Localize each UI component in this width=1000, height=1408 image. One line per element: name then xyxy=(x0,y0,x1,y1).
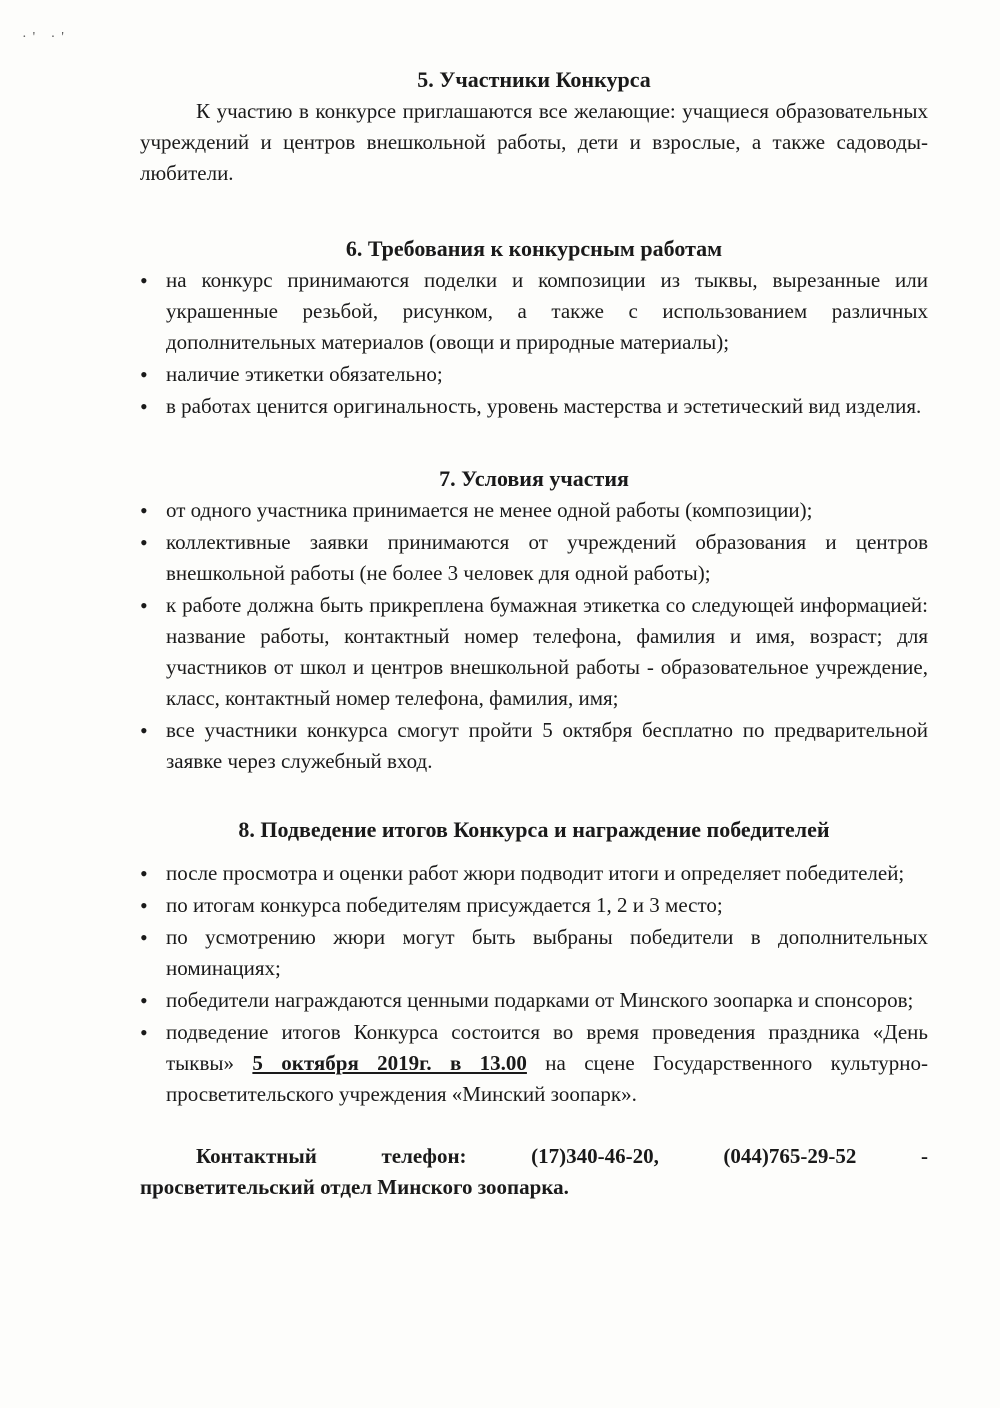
list-item: • коллективные заявки принимаются от учреждений образования и центров внешкольной работы (не более 3 человек для одной работы); xyxy=(140,527,928,589)
list-item: • к работе должна быть прикреплена бумажная этикетка со следующей информацией: название работы, контактный номер телефона, фамилия и имя, возраст; для участников от школ и центров внешкольной работы - образовательное учреждение, класс, контактный номер телефона, фамилия, имя; xyxy=(140,590,928,714)
contact-phone-1: (17)340-46-20, xyxy=(531,1144,659,1168)
contact-label-2: телефон: xyxy=(381,1144,467,1168)
list-item: • победители награждаются ценными подарками от Минского зоопарка и спонсоров; xyxy=(140,985,928,1016)
list-item: • в работах ценится оригинальность, уровень мастерства и эстетический вид изделия. xyxy=(140,391,928,422)
section-7-title: 7. Условия участия xyxy=(439,466,629,491)
final-item-text-after: на сцене Государственного культурно-просветительского учреждения «Минский зоопарк». xyxy=(166,1051,928,1106)
document-body xyxy=(140,64,928,1203)
list-item: • от одного участника принимается не менее одной работы (композиции); xyxy=(140,495,928,526)
list-item: • на конкурс принимаются поделки и композиции из тыквы, вырезанные или украшенные резьбой, рисунком, а также с использованием различных дополнительных материалов (овощи и природные материалы); xyxy=(140,265,928,358)
final-item-text-before: подведение итогов Конкурса состоится во время проведения праздника «День тыквы» xyxy=(166,1020,928,1075)
section-8-list xyxy=(140,858,928,1110)
list-item: • наличие этикетки обязательно; xyxy=(140,359,928,390)
list-item: • все участники конкурса смогут пройти 5 октября бесплатно по предварительной заявке через служебный вход. xyxy=(140,715,928,777)
section-5-title: 5. Участники Конкурса xyxy=(417,67,651,92)
section-6-title: 6. Требования к конкурсным работам xyxy=(345,236,723,261)
contact-phone-2: (044)765-29-52 xyxy=(723,1144,857,1168)
section-8-title: 8. Подведение итогов Конкурса и награждение победителей xyxy=(238,817,830,842)
list-item-final xyxy=(140,1017,928,1110)
contact-line xyxy=(140,1141,928,1172)
section-5-text: К участию в конкурсе приглашаются все желающие: учащиеся образовательных учреждений и центров внешкольной работы, дети и взрослые, а также садоводы-любители. xyxy=(140,99,928,185)
contact-block xyxy=(140,1141,928,1203)
section-7-list xyxy=(140,495,928,777)
contact-label: Контактный xyxy=(196,1144,317,1168)
list-item: • после просмотра и оценки работ жюри подводит итоги и определяет победителей; xyxy=(140,858,928,889)
list-item: • по усмотрению жюри могут быть выбраны победители в дополнительных номинациях; xyxy=(140,922,928,984)
contact-dash: - xyxy=(920,1144,928,1168)
section-6-list xyxy=(140,265,928,422)
list-item: • по итогам конкурса победителям присуждается 1, 2 и 3 место; xyxy=(140,890,928,921)
contact-department: просветительский отдел Минского зоопарка. xyxy=(140,1175,569,1199)
scan-specks: ·' ·' xyxy=(22,30,70,45)
event-date-highlight: 5 октября 2019г. в 13.00 xyxy=(252,1051,527,1075)
